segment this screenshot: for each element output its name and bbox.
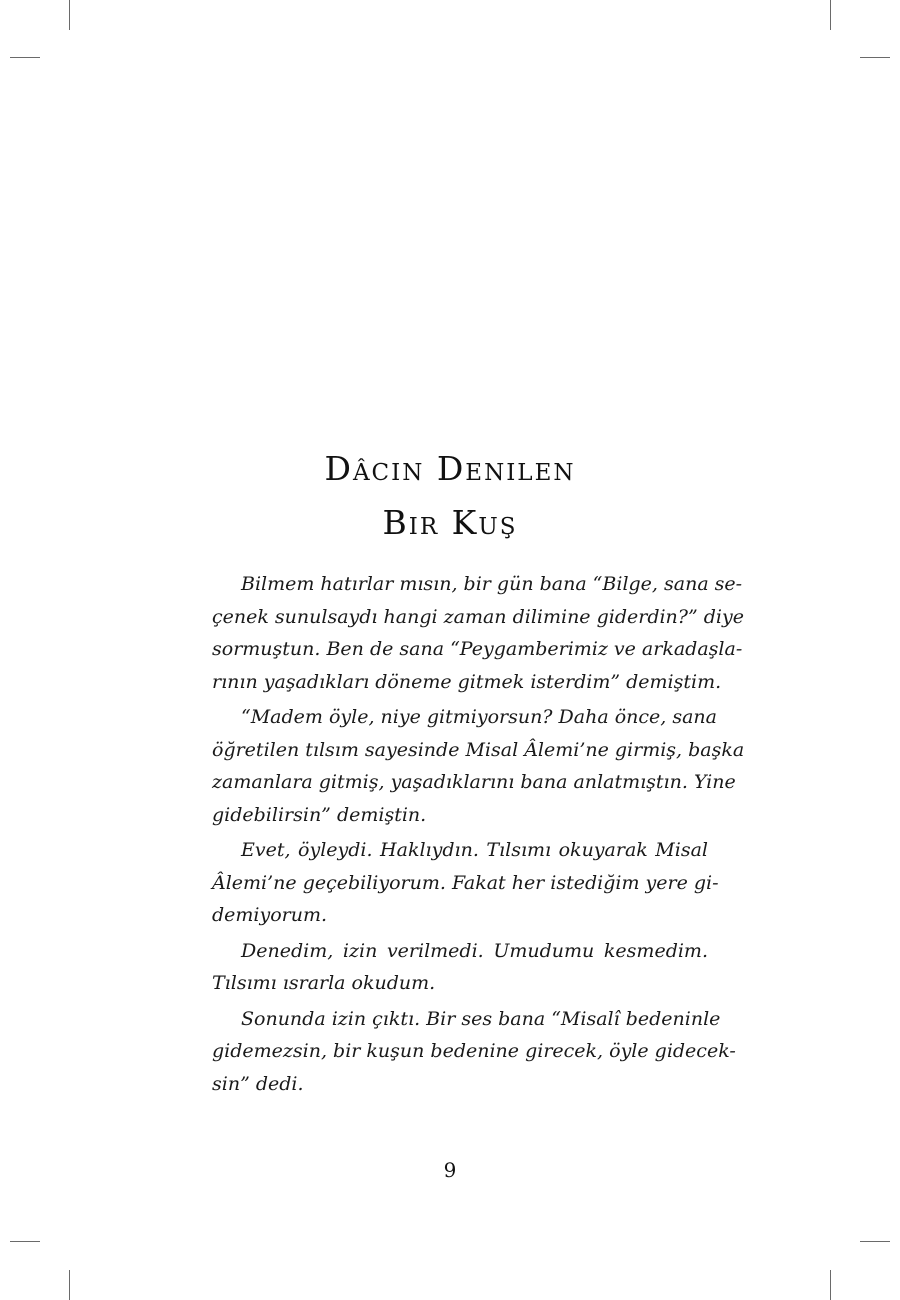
- chapter-title-line-1: Dâcin Denilen: [324, 449, 576, 488]
- crop-mark-bottom-right-vertical: [830, 1270, 831, 1300]
- crop-mark-top-left-horizontal: [10, 57, 40, 58]
- crop-mark-bottom-right-horizontal: [860, 1241, 890, 1242]
- paragraph-line: Bilmem hatırlar mısın, bir gün bana “Bilge, sana se-: [241, 573, 743, 595]
- paragraph-line: öğretilen tılsım sayesinde Misal Âlemi’ne girmiş, başka: [212, 738, 745, 761]
- chapter-title-line-2: Bir Kuş: [382, 503, 518, 542]
- paragraph-line: çenek sunulsaydı hangi zaman dilimine giderdin?” diye: [212, 605, 744, 628]
- paragraph-4: [212, 935, 708, 1000]
- paragraph-line: gidemezsin, bir kuşun bedenine girecek, öyle gidecek-: [212, 1040, 736, 1062]
- paragraph-line: sin” dedi.: [212, 1072, 304, 1095]
- crop-mark-top-left-vertical: [69, 0, 70, 30]
- paragraph-line: Denedim, izin verilmedi. Umudumu kesmedim.: [241, 939, 708, 962]
- crop-mark-top-right-vertical: [830, 0, 831, 30]
- paragraph-line: demiyorum.: [212, 904, 328, 926]
- chapter-body: [212, 568, 745, 1103]
- paragraph-line: Sonunda izin çıktı. Bir ses bana “Misalî bedeninle: [241, 1007, 721, 1030]
- paragraph-1: [212, 568, 744, 698]
- paragraph-line: gidebilirsin” demiştin.: [212, 803, 427, 826]
- crop-mark-bottom-left-vertical: [69, 1270, 70, 1300]
- paragraph-line: Evet, öyleydi. Haklıydın. Tılsımı okuyarak Misal: [241, 839, 708, 861]
- chapter-title: [0, 442, 900, 550]
- paragraph-line: sormuştun. Ben de sana “Peygamberimiz ve arkadaşla-: [212, 638, 743, 660]
- paragraph-line: “Madem öyle, niye gitmiyorsun? Daha önce, sana: [241, 706, 717, 728]
- paragraph-2: [212, 701, 745, 831]
- paragraph-line: Âlemi’ne geçebiliyorum. Fakat her istediğim yere gi-: [212, 871, 719, 894]
- crop-mark-top-right-horizontal: [860, 57, 890, 58]
- paragraph-line: Tılsımı ısrarla okudum.: [212, 972, 436, 994]
- paragraph-line: rının yaşadıkları döneme gitmek isterdim” demiştim.: [212, 670, 722, 693]
- paragraph-5: [212, 1003, 736, 1101]
- paragraph-line: zamanlara gitmiş, yaşadıklarını bana anlatmıştın. Yine: [212, 771, 736, 793]
- page-number: 9: [443, 1158, 457, 1182]
- paragraph-3: [212, 834, 719, 932]
- crop-mark-bottom-left-horizontal: [10, 1241, 40, 1242]
